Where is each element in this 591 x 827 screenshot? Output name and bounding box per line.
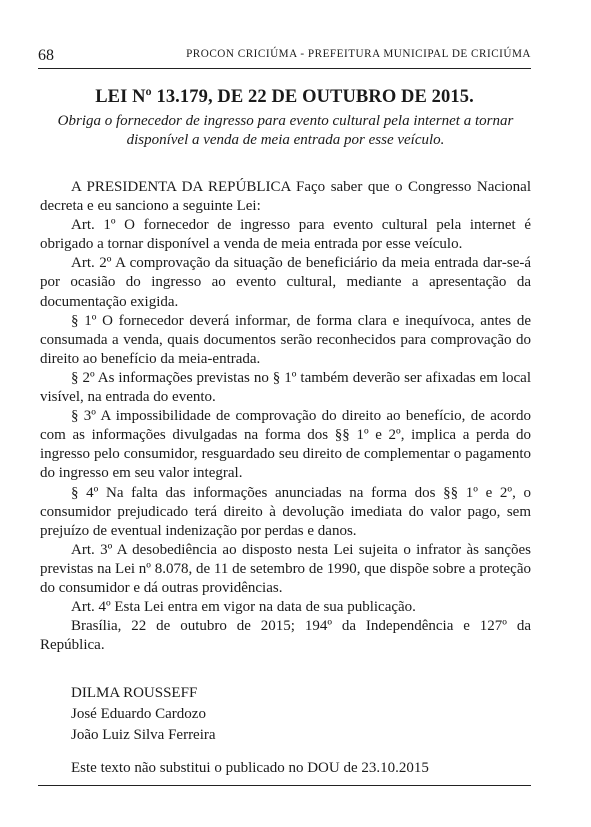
law-body <box>40 178 531 655</box>
article-1-paragraph: Art. 1º O fornecedor de ingresso para evento cultural pela internet é obrigado a tornar disponível a venda de meia entrada por esse veículo. <box>40 217 531 253</box>
section-1-paragraph: § 1º O fornecedor deverá informar, de forma clara e inequívoca, antes de consumada a venda, quais documentos serão reconhecidos para comprovação do direito ao benefício da meia-entrada. <box>40 312 531 367</box>
article-3-paragraph: Art. 3º A desobediência ao disposto nesta Lei sujeita o infrator às sanções previstas na Lei nº 8.078, de 11 de setembro de 1990, que dispõe sobre a proteção do consumidor e dá outras providências. <box>40 541 531 596</box>
section-4-paragraph: § 4º Na falta das informações anunciadas na forma dos §§ 1º e 2º, o consumidor prejudicado terá direito à devolução imediata do valor pago, sem prejuízo de eventual indenização por perdas e danos. <box>40 484 531 539</box>
law-title: LEI Nº 13.179, DE 22 DE OUTUBRO DE 2015. <box>95 87 474 107</box>
law-summary: Obriga o fornecedor de ingresso para evento cultural pela internet a tornar disponível a venda de meia entrada por esse veículo. <box>57 113 514 148</box>
section-2-paragraph: § 2º As informações previstas no § 1º também deverão ser afixadas em local visível, na entrada do evento. <box>40 369 531 406</box>
footer-note: Este texto não substitui o publicado no DOU de 23.10.2015 <box>71 760 429 776</box>
signatures <box>71 683 216 746</box>
date-place-paragraph: Brasília, 22 de outubro de 2015; 194º da Independência e 127º da República. <box>40 618 531 654</box>
page-number: 68 <box>38 47 54 64</box>
running-header: PROCON CRICIÚMA - PREFEITURA MUNICIPAL DE CRICIÚMA <box>186 48 531 60</box>
section-3-paragraph: § 3º A impossibilidade de comprovação do direito ao benefício, de acordo com as informações divulgadas na forma dos §§ 1º e 2º, implica a perda do ingresso pelo consumidor, resguardado seu direito de complementar o pagamento do ingresso em seu valor integral. <box>40 408 531 482</box>
footer-rule <box>38 785 531 786</box>
signatory-minister-culture: João Luiz Silva Ferreira <box>71 727 216 743</box>
signatory-minister-justice: José Eduardo Cardozo <box>71 706 206 722</box>
article-4-paragraph: Art. 4º Esta Lei entra em vigor na data de sua publicação. <box>71 599 416 616</box>
signatory-president: DILMA ROUSSEFF <box>71 685 198 701</box>
preamble-paragraph: A PRESIDENTA DA REPÚBLICA Faço saber que o Congresso Nacional decreta e eu sanciono a seguinte Lei: <box>40 179 531 215</box>
article-2-paragraph: Art. 2º A comprovação da situação de beneficiário da meia entrada dar-se-á por ocasião do ingresso ao evento cultural, mediante a apresentação da documentação exigida. <box>40 255 531 310</box>
header-rule <box>38 68 531 69</box>
